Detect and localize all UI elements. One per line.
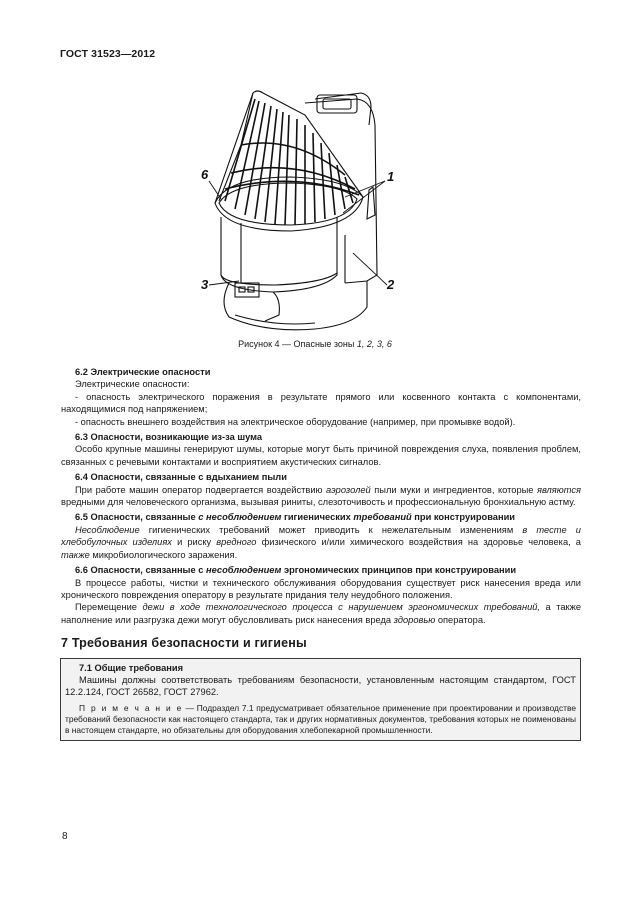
section-7-1-note: П р и м е ч а н и е — Подраздел 7.1 предусматривает обязательное применение при проектировании и производстве требований безопасности как настоящего стандарта, так и других нормативных документов, требования которых не поименованы в настоящем стандарте, но обязательны для оборудования хлебопекарной промышленности. (65, 702, 576, 736)
label-zone-2: 2 (387, 277, 395, 292)
section-6-6-p1: В процессе работы, чистки и технического обслуживания оборудования существует риск нанесения вреда или хронического повреждения оператору в результате придания телу неудобного положения. (61, 577, 581, 600)
label-zone-3: 3 (201, 277, 209, 292)
main-content (61, 366, 581, 741)
figure-mixer-danger-zones (195, 85, 415, 337)
label-zone-6: 6 (201, 167, 209, 182)
section-6-5-p1: Несоблюдение гигиенических требований может приводить к нежелательным изменениям в тесте и хлебобулочных изделиях и риску вредного физического и/или химического воздействия на здоровье человека, а также микробиологического заражения. (61, 524, 581, 560)
leader-2 (353, 253, 387, 285)
section-6-6-title: 6.6 Опасности, связанные с несоблюдением эргономических принципов при конструировании (75, 565, 517, 576)
section-6-2-title: 6.2 Электрические опасности (75, 367, 211, 377)
figure-caption: Рисунок 4 — Опасные зоны 1, 2, 3, 6 (238, 339, 392, 349)
section-6-3-p1: Особо крупные машины генерируют шумы, которые могут быть причиной повреждения слуха, появления проблем, связанных с речевыми контактами и восприятием акустических сигналов. (61, 444, 581, 467)
section-6-2-p3: - опасность внешнего воздействия на электрическое оборудование (например, при промывке водой). (75, 416, 516, 427)
section-6-6-p2: Перемещение дежи в ходе технологического процесса с нарушением эргономических требований, а также наполнение или разгрузка дежи могут обусловливать риск нанесения вреда здоровью оператора. (61, 602, 581, 625)
section-6-5-title: 6.5 Опасности, связанные с несоблюдением гигиенических требований при конструировании (75, 512, 516, 523)
caption-zones: 1, 2, 3, 6 (356, 339, 392, 349)
section-6-3-title: 6.3 Опасности, возникающие из-за шума (75, 432, 263, 443)
section-6-4-p1: При работе машин оператор подвергается воздействию аэрозолей пыли муки и ингредиентов, которые являются вредными для человеческого организма, вызывая риниты, слезоточивость и профессиональную бронхиальную астму. (61, 484, 581, 508)
doc-code: ГОСТ 31523—2012 (60, 48, 156, 60)
page-number: 8 (62, 831, 68, 842)
section-7-1-p1: Машины должны соответствовать требованиям безопасности, установленным настоящим стандартом, ГОСТ 12.2.124, ГОСТ 26582, ГОСТ 27962. (65, 674, 576, 698)
note-label: П р и м е ч а н и е (79, 702, 183, 713)
section-6-4-title: 6.4 Опасности, связанные с вдыханием пыли (75, 472, 287, 483)
section-7-title: 7 Требования безопасности и гигиены (61, 636, 307, 651)
mixer-drawing (195, 85, 415, 337)
leader-1a (345, 181, 385, 197)
section-7-1-title: 7.1 Общие требования (79, 662, 184, 673)
section-6-2-p1: Электрические опасности: (75, 379, 190, 390)
section-6-2-p2: - опасность электрического поражения в результате прямого или косвенного контакта с компонентами, находящимися под напряжением; (61, 391, 581, 415)
section-7-1-box (60, 658, 581, 742)
page-header (60, 48, 155, 60)
label-zone-1: 1 (387, 169, 395, 184)
